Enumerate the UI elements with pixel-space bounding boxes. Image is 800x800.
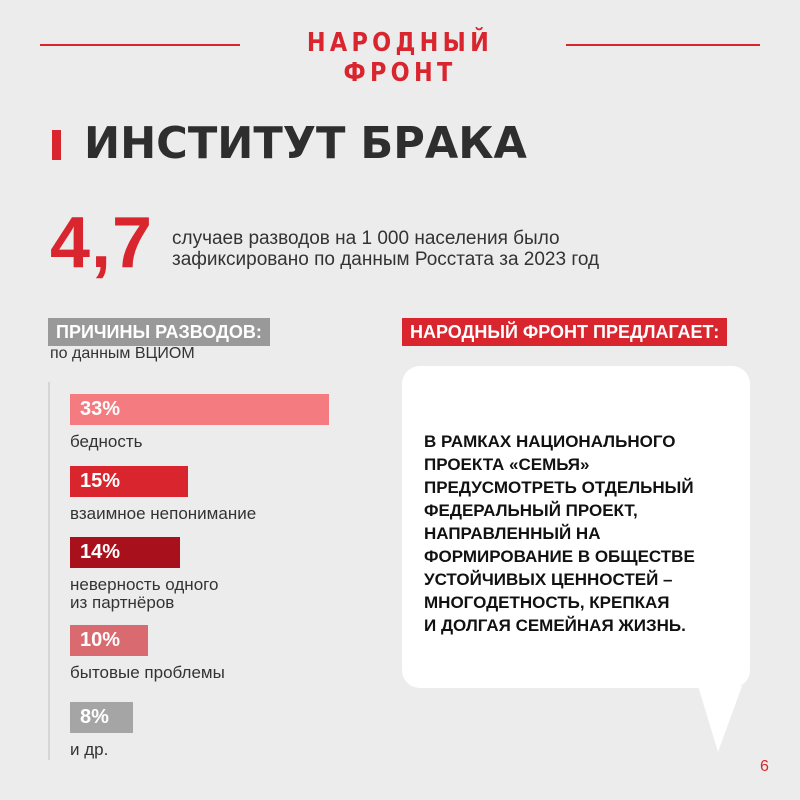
bar-category-label: бедность [70,432,143,451]
bar-category-label: неверность одного из партнёров [70,575,219,612]
header-line-left [40,44,240,46]
bar-value-label: 10% [80,629,121,651]
title-accent-bar [52,130,61,160]
bar [70,625,148,656]
bar [70,466,188,497]
bar-item [70,466,256,523]
page-title: ИНСТИТУТ БРАКА [84,118,527,169]
bar [70,702,133,733]
stat-description: случаев разводов на 1 000 населения было зафиксировано по данным Росстата за 2023 год [172,228,600,270]
proposal-heading: НАРОДНЫЙ ФРОНТ ПРЕДЛАГАЕТ: [402,318,727,346]
bar-item [70,394,329,451]
reasons-source: по данным ВЦИОМ [50,345,195,362]
reasons-heading: ПРИЧИНЫ РАЗВОДОВ: [48,318,270,346]
bar-value-label: 8% [80,706,109,728]
chart-axis-line [48,382,50,760]
bar [70,394,329,425]
page-number: 6 [760,758,769,775]
bar-value-label: 15% [80,470,121,492]
bar [70,537,180,568]
bar-category-label: бытовые проблемы [70,663,225,682]
header-line-right [566,44,760,46]
proposal-text: В РАМКАХ НАЦИОНАЛЬНОГО ПРОЕКТА «СЕМЬЯ» ПРЕДУСМОТРЕТЬ ОТДЕЛЬНЫЙ ФЕДЕРАЛЬНЫЙ ПРОЕКТ, НАПРАВЛЕННЫЙ НА ФОРМИРОВАНИЕ В ОБЩЕСТВЕ УСТОЙЧИВЫХ ЦЕННОСТЕЙ – МНОГОДЕТНОСТЬ, КРЕПКАЯ И ДОЛГАЯ СЕМЕЙНАЯ ЖИЗНЬ. [424,432,695,635]
bar-item [70,625,225,682]
bar-value-label: 14% [80,541,121,563]
bar-value-label: 33% [80,398,121,420]
stat-value: 4,7 [50,203,154,283]
bar-item [70,537,218,612]
bar-item [70,702,133,759]
bar-category-label: взаимное непонимание [70,504,257,523]
brand-title: НАРОДНЫЙ ФРОНТ [306,28,494,88]
bar-category-label: и др. [70,740,109,759]
